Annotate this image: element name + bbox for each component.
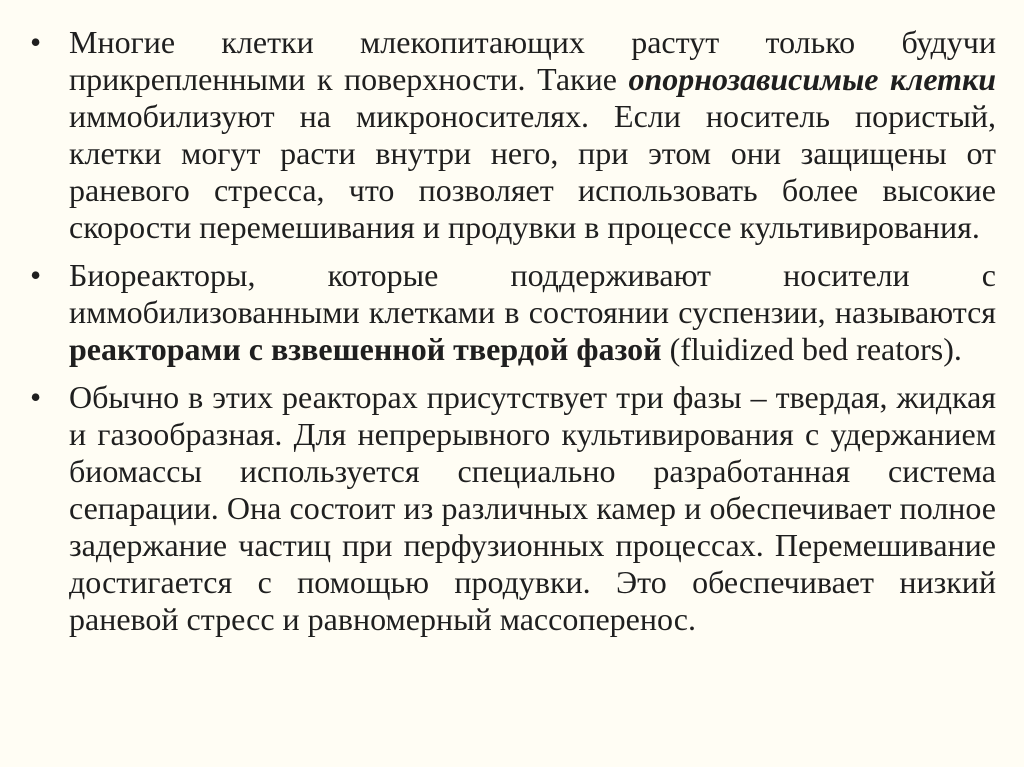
paragraph-text	[69, 24, 996, 245]
bullet-item-fluidized-bed	[30, 257, 996, 368]
highlighted-term: реакторами с взвешенной твердой фазой	[69, 331, 662, 367]
bullet-icon: •	[30, 24, 42, 60]
highlighted-term: опорнозависимые клетки	[628, 61, 997, 97]
paragraph-text: Обычно в этих реакторах присутствует три фазы – твердая, жидкая и газообразная. Для непрерывного культивирования с удержанием биомассы используется специально разработанная система сепарации. Она состоит из различных камер и обеспечивает полное задержание частиц при перфузионных процессах. Перемешивание достигается с помощью продувки. Это обеспечивает низкий раневой стресс и равномерный массоперенос.	[69, 379, 996, 637]
paragraph-text-end: (fluidized bed reators).	[661, 331, 962, 367]
bullet-item-three-phases	[30, 379, 996, 638]
bullet-list	[30, 24, 996, 638]
bullet-icon: •	[30, 379, 42, 415]
paragraph-text-start: Биореакторы, которые поддерживают носители с иммобилизованными клетками в состоянии суспензии, называются	[69, 257, 996, 330]
paragraph-text	[69, 257, 996, 367]
bullet-item-anchorage-cells	[30, 24, 996, 246]
paragraph-text-end: иммобилизуют на микроносителях. Если носитель пористый, клетки могут расти внутри него, при этом они защищены от раневого стресса, что позволяет использовать более высокие скорости перемешивания и продувки в процессе культивирования.	[69, 98, 996, 245]
bullet-icon: •	[30, 257, 42, 293]
paragraph-text-start: Многие клетки млекопитающих растут только будучи прикрепленными к поверхности. Такие	[69, 24, 996, 97]
